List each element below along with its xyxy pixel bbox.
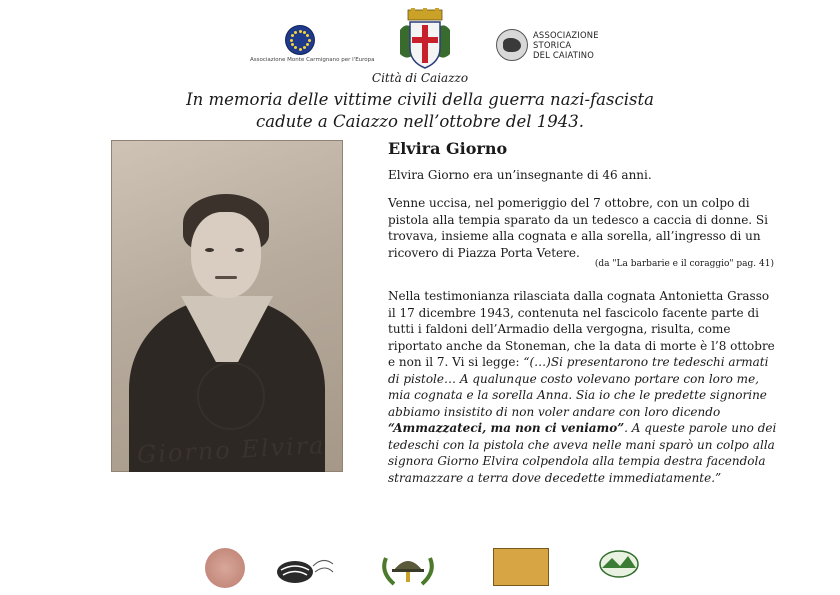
account-paragraph: Venne uccisa, nel pomeriggio del 7 ottobre, con un colpo di pistola alla tempia sparato da un tedesco a caccia di donne. Si trovava, insieme alla cognata e alla sorella, all’ingresso di un ricovero di Piazza Porta Vetere. xyxy=(388,196,768,260)
association-emblem-icon xyxy=(496,29,528,61)
testimony-quote-b: . A queste parole uno dei tedeschi con la pistola che aveva nelle mani sparò un colpo alla signora Giorno Elvira colpendola alla tempia destra facendola stramazzare a terra dove decedette immediatamente.” xyxy=(388,421,777,485)
eu-star xyxy=(303,46,306,49)
right-logo-text: ASSOCIAZIONE STORICA DEL CAIATINO xyxy=(533,30,599,60)
victim-name: Elvira Giorno xyxy=(388,139,508,158)
footer-helmet-wreath-icon xyxy=(378,548,438,588)
portrait-photo xyxy=(111,140,343,472)
eu-star xyxy=(290,39,293,42)
testimony-lead: Nella testimonianza rilasciata dalla cognata Antonietta Grasso il 17 dicembre 1943, contenuta nel fascicolo facente parte di tutti i faldoni dell’Armadio della vergogna, risulta, come riportato anche da Stoneman, che la data di morte è l’8 ottobre e non il 7. Vi si legge: xyxy=(388,289,775,369)
eu-star xyxy=(294,31,297,34)
source-citation: (da "La barbarie e il coraggio" pag. 41) xyxy=(594,259,774,269)
city-name: Città di Caiazzo xyxy=(371,71,469,85)
testimony-bold-quote: “Ammazzateci, ma non ci veniamo” xyxy=(388,421,625,435)
eu-star xyxy=(306,34,309,37)
eu-star xyxy=(299,30,302,33)
eu-star xyxy=(294,46,297,49)
eu-star xyxy=(306,43,309,46)
eu-stars-icon xyxy=(286,26,314,54)
testimony-quote-a: “(…)Si presentarono tre tedeschi armati di pistole… A qualunque costo volevano portare con loro me, mia cognata e la sorella Anna. Sia io che le predette signorine abbiamo insistito di non voler andare con loro dicendo xyxy=(388,355,769,419)
memorial-heading xyxy=(0,89,840,133)
left-logo-caption: Associazione Monte Carmignano per l'Europa xyxy=(250,57,375,63)
eu-star xyxy=(291,34,294,37)
city-crest-icon xyxy=(398,8,452,70)
eu-star xyxy=(299,48,302,51)
footer-landscape-logo-icon xyxy=(598,548,640,580)
memorial-heading-line-1: In memoria delle vittime civili della guerra nazi-fascista xyxy=(186,90,654,109)
memorial-heading-line-2: cadute a Caiazzo nell’ottobre del 1943. xyxy=(256,112,584,131)
eu-star xyxy=(303,31,306,34)
photo-stamp-icon xyxy=(197,362,265,430)
left-association-logo xyxy=(250,26,375,68)
right-association-logo xyxy=(496,28,599,62)
eu-star xyxy=(291,43,294,46)
eu-star xyxy=(308,39,311,42)
footer-seal-logo-icon xyxy=(205,548,245,588)
testimony-paragraph xyxy=(388,288,778,486)
intro-paragraph: Elvira Giorno era un’insegnante di 46 anni. xyxy=(388,168,652,182)
photo-signature: Giorno Elvira xyxy=(136,431,327,469)
footer-badge-logo-icon xyxy=(493,548,549,586)
footer-association-logo-icon xyxy=(275,548,335,586)
